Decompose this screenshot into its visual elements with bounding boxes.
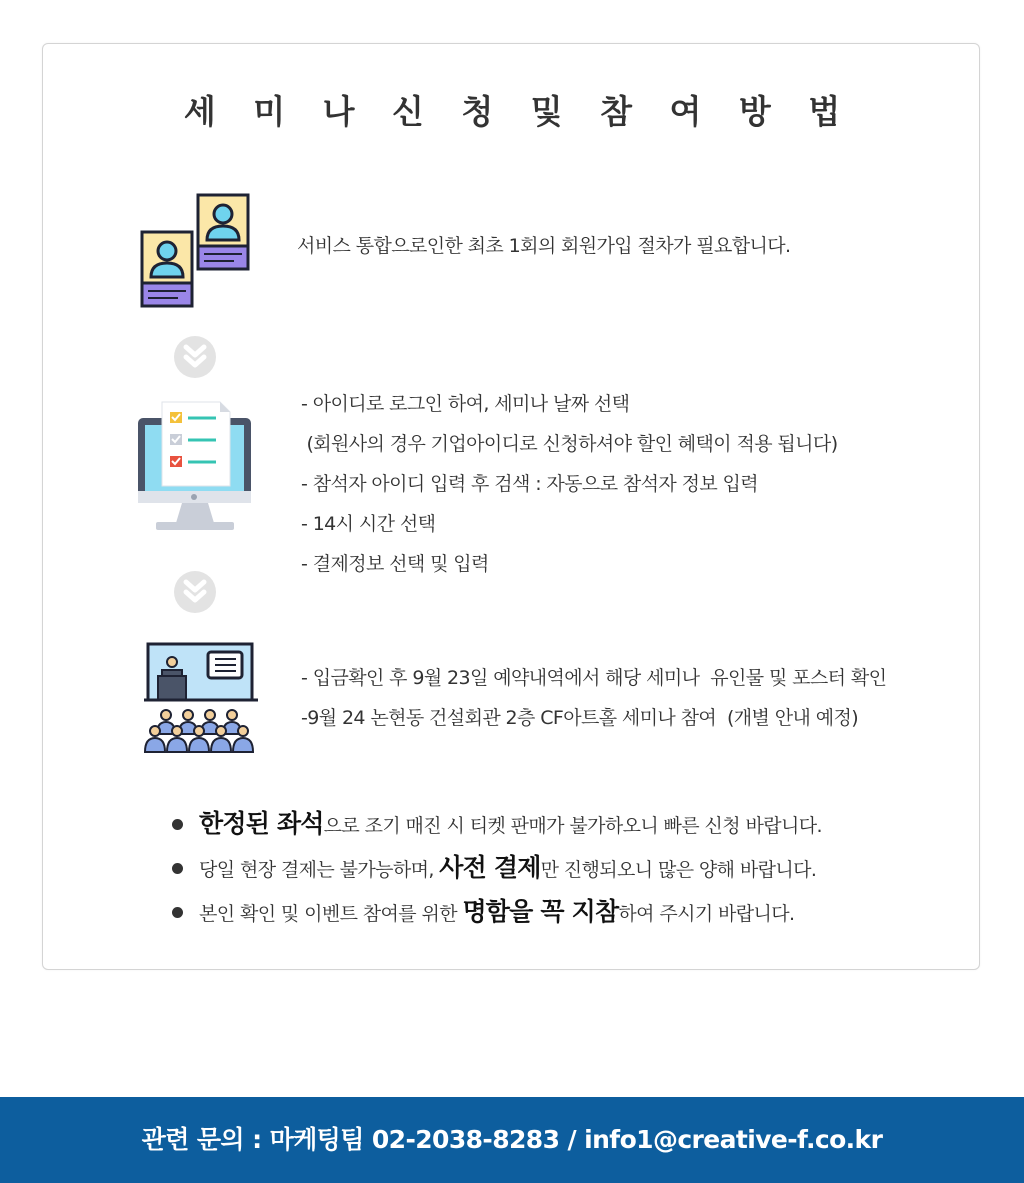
contact-footer: 관련 문의 : 마케팅팀 02-2038-8283 / info1@creative-f.co.kr (0, 1097, 1024, 1183)
notice-item (172, 846, 822, 890)
double-chevron-down-icon (174, 571, 216, 613)
notice-text: 만 진행되오니 많은 양해 바랍니다. (540, 859, 817, 881)
step2-line: (회원사의 경우 기업아이디로 신청하셔야 할인 혜택이 적용 됩니다) (301, 433, 838, 455)
double-chevron-down-icon (174, 336, 216, 378)
step3-line: -9월 24 논현동 건설회관 2층 CF아트홀 세미나 참여 (개별 안내 예정) (301, 707, 859, 729)
seminar-audience-icon (140, 642, 262, 756)
step2-line: - 아이디로 로그인 하여, 세미나 날짜 선택 (301, 393, 630, 415)
notice-item (172, 802, 822, 846)
id-cards-icon (138, 192, 253, 310)
step2-text (301, 384, 838, 584)
notice-emphasis: 명함을 꼭 지참 (462, 897, 619, 926)
bullet-icon (172, 907, 183, 918)
notice-text: 으로 조기 매진 시 티켓 판매가 불가하오니 빠른 신청 바랍니다. (323, 815, 822, 837)
notice-text: 하여 주시기 바랍니다. (618, 903, 795, 925)
bullet-icon (172, 863, 183, 874)
notice-item (172, 890, 822, 934)
page-title: 세 미 나 신 청 및 참 여 방 법 (183, 92, 854, 131)
step3-line: - 입금확인 후 9월 23일 예약내역에서 해당 세미나 유인물 및 포스터 확인 (301, 667, 887, 689)
notice-emphasis: 사전 결제 (439, 853, 541, 882)
notice-emphasis: 한정된 좌석 (199, 809, 324, 838)
notice-list (172, 802, 822, 934)
bullet-icon (172, 819, 183, 830)
notice-text: 본인 확인 및 이벤트 참여를 위한 (199, 903, 463, 925)
step2-line: - 14시 시간 선택 (301, 513, 436, 535)
step3-text (301, 658, 886, 738)
step2-line: - 참석자 아이디 입력 후 검색 : 자동으로 참석자 정보 입력 (301, 473, 759, 495)
step1-text: 서비스 통합으로인한 최초 1회의 회원가입 절차가 필요합니다. (297, 235, 791, 257)
monitor-checklist-icon (136, 400, 254, 532)
notice-text: 당일 현장 결제는 불가능하며, (199, 859, 440, 881)
step2-line: - 결제정보 선택 및 입력 (301, 553, 489, 575)
